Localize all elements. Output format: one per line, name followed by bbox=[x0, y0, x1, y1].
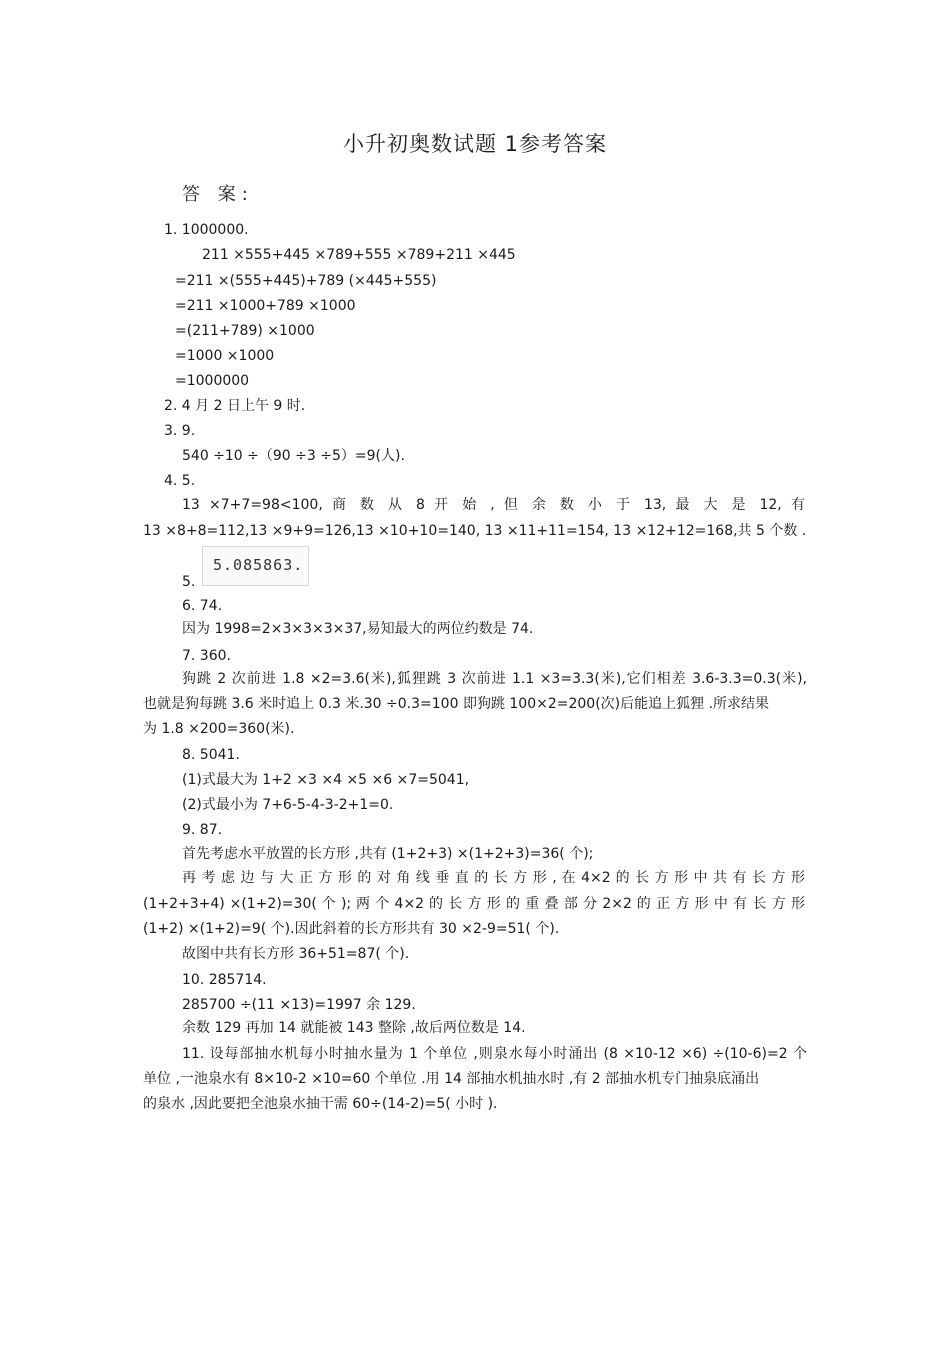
answer-line: 故图中共有长方形 36+51=87( 个). bbox=[182, 946, 410, 962]
answer-line: =(211+789) ×1000 bbox=[175, 323, 315, 339]
answer-line: 10. 285714. bbox=[182, 972, 267, 988]
answer-line: 7. 360. bbox=[182, 648, 231, 664]
answer-line: 单位 ,一池泉水有 8×10-2 ×10=60 个单位 .用 14 部抽水机抽水时 ,有 2 部抽水机专门抽泉底涌出 bbox=[143, 1071, 760, 1087]
answer-line: 4. 5. bbox=[164, 473, 196, 489]
answer-line: 因为 1998=2×3×3×3×37,易知最大的两位约数是 74. bbox=[182, 621, 534, 637]
answer-line: 13 ×7+7=98<100, 商 数 从 8 开 始 , 但 余 数 小 于 13, 最 大 是 12, 有 bbox=[182, 497, 805, 513]
answer-line: 3. 9. bbox=[164, 423, 196, 439]
answer-line: 11. 设每部抽水机每小时抽水量为 1 个单位 ,则泉水每小时涌出 (8 ×10-12 ×6) ÷(10-6)=2 个 bbox=[182, 1046, 807, 1062]
answer-line: (1+2) ×(1+2)=9( 个).因此斜着的长方形共有 30 ×2-9=51( 个). bbox=[143, 921, 560, 937]
answer-line: 285700 ÷(11 ×13)=1997 余 129. bbox=[182, 997, 416, 1013]
answer-line: (2)式最小为 7+6-5-4-3-2+1=0. bbox=[182, 797, 394, 813]
answer-line: 也就是狗每跳 3.6 米时追上 0.3 米.30 ÷0.3=100 即狗跳 100×2=200(次)后能追上狐狸 .所求结果 bbox=[143, 696, 770, 712]
page-title: 小升初奥数试题 1参考答案 bbox=[342, 132, 608, 156]
answer-heading: 答 案: bbox=[182, 184, 254, 205]
answer-line: 狗跳 2 次前进 1.8 ×2=3.6(米),狐狸跳 3 次前进 1.1 ×3=3.3(米),它们相差 3.6-3.3=0.3(米), bbox=[182, 671, 807, 687]
answer-line: 8. 5041. bbox=[182, 747, 240, 763]
answer-line: 540 ÷10 ÷（90 ÷3 ÷5）=9(人). bbox=[182, 448, 405, 464]
answer-line: 6. 74. bbox=[182, 598, 223, 614]
answer-line: (1+2+3+4) ×(1+2)=30( 个 ); 两 个 4×2 的 长 方 形 的 重 叠 部 分 2×2 的 正 方 形 中 有 长 方 形 bbox=[143, 896, 805, 912]
answer-line: 5. bbox=[182, 574, 196, 590]
answer-line: 2. 4 月 2 日上午 9 时. bbox=[164, 398, 306, 414]
answer-5-image-text: 5.085863. bbox=[213, 556, 304, 574]
answer-line: 再 考 虑 边 与 大 正 方 形 的 对 角 线 垂 直 的 长 方 形 , 在 4×2 的 长 方 形 中 共 有 长 方 形 bbox=[182, 870, 805, 886]
answer-line: 9. 87. bbox=[182, 822, 223, 838]
answer-line: 为 1.8 ×200=360(米). bbox=[143, 721, 295, 737]
answer-line: 211 ×555+445 ×789+555 ×789+211 ×445 bbox=[202, 247, 516, 263]
answer-line: (1)式最大为 1+2 ×3 ×4 ×5 ×6 ×7=5041, bbox=[182, 772, 470, 788]
answer-line: =1000000 bbox=[175, 373, 250, 389]
answer-line: 1. 1000000. bbox=[164, 222, 249, 238]
answer-line: 的泉水 ,因此要把全池泉水抽干需 60÷(14-2)=5( 小时 ). bbox=[143, 1096, 498, 1112]
answer-line: 首先考虑水平放置的长方形 ,共有 (1+2+3) ×(1+2+3)=36( 个); bbox=[182, 846, 594, 862]
answer-line: =211 ×(555+445)+789 (×445+555) bbox=[175, 273, 437, 289]
answer-line: =1000 ×1000 bbox=[175, 348, 275, 364]
answer-line: 13 ×8+8=112,13 ×9+9=126,13 ×10+10=140, 13 ×11+11=154, 13 ×12+12=168,共 5 个数 . bbox=[143, 523, 807, 539]
answer-5-image bbox=[202, 546, 309, 586]
answer-line: 余数 129 再加 14 就能被 143 整除 ,故后两位数是 14. bbox=[182, 1020, 526, 1036]
answer-line: =211 ×1000+789 ×1000 bbox=[175, 298, 356, 314]
